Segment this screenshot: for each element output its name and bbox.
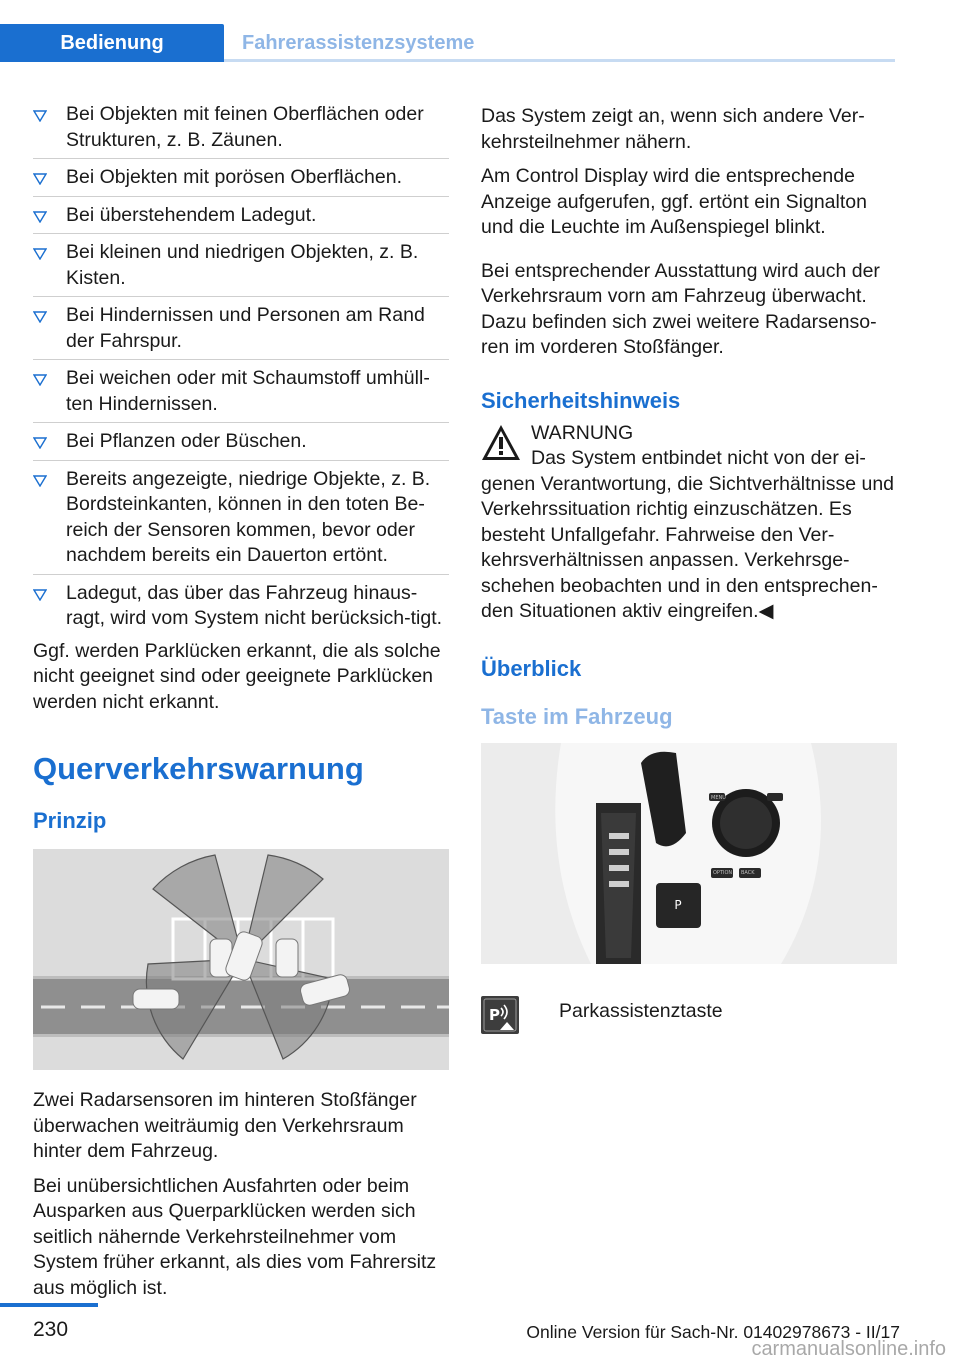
list-item (33, 159, 449, 197)
parking-assist-button-label: Parkassistenztaste (559, 999, 723, 1022)
triangle-bullet-icon (33, 437, 47, 449)
warning-text: Das System entbindet nicht von der ei‐genen Verantwortung, die Sichtverhältnisse und Verkehrssituation richtig einzuschätzen. Es besteht Unfallgefahr. Fahrweise den Ver‐kehrsverhältnissen anpassen. Verkehrsge‐schehen beobachten und in den entsprechen‐den Situationen aktiv eingreifen.◀ (481, 447, 895, 622)
triangle-bullet-icon (33, 589, 47, 601)
warning-triangle-icon (481, 423, 521, 463)
console-label-option: OPTION (713, 869, 733, 876)
triangle-bullet-icon (33, 475, 47, 487)
button-title: Taste im Fahrzeug (481, 703, 673, 729)
watermark: carmanualsonline.info (751, 1338, 946, 1360)
list-item-text: Bei Objekten mit feinen Oberflächen oder Strukturen, z. B. Zäunen. (66, 103, 424, 151)
svg-text:P: P (489, 1005, 500, 1024)
svg-text:P: P (674, 897, 682, 912)
list-item (33, 360, 449, 423)
console-label-back: BACK (741, 869, 755, 876)
online-version-text: Online Version für Sach-Nr. 01402978673 - II/17 (526, 1322, 900, 1342)
list-item-text: Bei weichen oder mit Schaumstoff umhüll‐ten Hindernissen. (66, 367, 430, 415)
front-paragraph: Bei entsprechender Ausstattung wird auch der Verkehrsraum vorn am Fahrzeug überwacht. Dazu befinden sich zwei weitere Radarsenso‐ren im vorderen Stoßfänger. (481, 259, 880, 358)
safety-title: Sicherheitshinweis (481, 387, 681, 413)
triangle-bullet-icon (33, 211, 47, 223)
list-item-text: Bereits angezeigte, niedrige Objekte, z. B. Bordsteinkanten, können in den toten Be‐reich der Sensoren kommen, bevor oder nachdem bereits ein Dauerton ertönt. (66, 467, 431, 566)
ausfahrten-paragraph: Bei unübersichtlichen Ausfahrten oder beim Ausparken aus Querparklücken werden sich seitlich nähernde Verkehrsteilnehmer vom System früher erkannt, als dies vom Fahrersitz aus möglich ist. (33, 1174, 437, 1299)
left-column (33, 96, 449, 1310)
parking-assist-button-icon[interactable] (481, 996, 519, 1034)
list-item-text: Bei kleinen und niedrigen Objekten, z. B. Kisten. (66, 241, 419, 289)
list-item-text: Ladegut, das über das Fahrzeug hinaus‐ragt, wird vom System nicht berücksich‐tigt. (66, 581, 443, 629)
list-item (33, 575, 449, 637)
console-label-menu: MENU (711, 794, 726, 801)
triangle-bullet-icon (33, 110, 47, 122)
footer-rule (0, 1303, 98, 1307)
center-console-image (481, 743, 897, 964)
list-item (33, 96, 449, 159)
display-paragraph: Am Control Display wird die entsprechende Anzeige aufgerufen, ggf. ertönt ein Signalton und die Leuchte im Außenspiegel blinkt. (481, 165, 867, 238)
overview-title: Überblick (481, 655, 582, 681)
right-column (481, 104, 897, 1026)
page-number: 230 (33, 1318, 69, 1341)
triangle-bullet-icon (33, 248, 47, 260)
system-paragraph: Das System zeigt an, wenn sich andere Ver‐kehrsteilnehmer nähern. (481, 105, 865, 153)
warning-label: WARNUNG (531, 421, 634, 444)
list-item-text: Bei Pflanzen oder Büschen. (66, 430, 307, 452)
list-item (33, 297, 449, 360)
subsection-title-prinzip: Prinzip (33, 808, 107, 833)
tab-fahrerassistenzsysteme[interactable]: Fahrerassistenzsysteme (242, 32, 475, 54)
parking-note: Ggf. werden Parklücken erkannt, die als solche nicht geeignet sind oder geeignete Parklücken werden nicht erkannt. (33, 639, 441, 713)
list-item (33, 423, 449, 461)
triangle-bullet-icon (33, 173, 47, 185)
list-item-text: Bei Objekten mit porösen Oberflächen. (66, 166, 403, 188)
list-item-text: Bei überstehendem Ladegut. (66, 203, 317, 226)
header-rule (224, 59, 895, 62)
triangle-bullet-icon (33, 374, 47, 386)
list-item (33, 197, 449, 235)
tab-bedienung[interactable]: Bedienung (0, 24, 224, 62)
limitations-list (33, 96, 449, 637)
page-header (0, 0, 895, 62)
warning-box (481, 421, 897, 625)
cross-traffic-diagram (33, 849, 449, 1070)
triangle-bullet-icon (33, 311, 47, 323)
section-title-querverkehrswarnung: Querverkehrswarnung (33, 751, 364, 786)
parking-assist-button-row (481, 982, 897, 1026)
list-item (33, 461, 449, 575)
list-item-text: Bei Hindernissen und Personen am Rand der Fahrspur. (66, 304, 425, 352)
radar-paragraph: Zwei Radarsensoren im hinteren Stoßfänger überwachen weiträumig den Verkehrsraum hinter dem Fahrzeug. (33, 1089, 417, 1162)
list-item (33, 234, 449, 297)
